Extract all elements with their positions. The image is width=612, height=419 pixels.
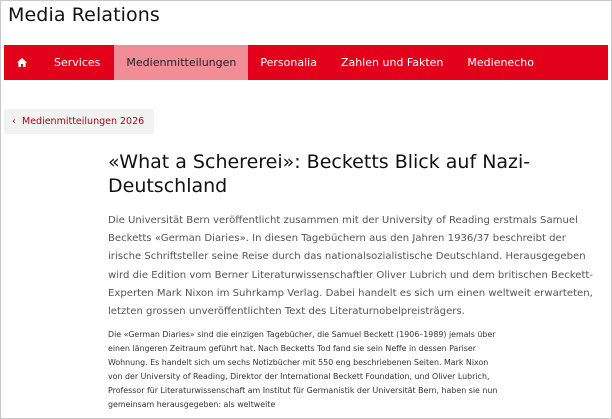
home-icon — [17, 58, 27, 67]
main-navigation — [4, 45, 608, 80]
nav-home[interactable] — [4, 45, 40, 80]
nav-item-personalia[interactable]: Personalia — [260, 56, 317, 69]
chevron-left-icon: ‹ — [12, 116, 16, 127]
nav-item-medienmitteilungen[interactable]: Medienmitteilungen — [114, 45, 248, 80]
nav-item-medienecho[interactable]: Medienecho — [467, 56, 534, 69]
nav-item-services[interactable]: Services — [54, 56, 101, 69]
article-lead: Die Universität Bern veröffentlicht zusammen mit der University of Reading erstmals Samuel Becketts «German Diaries». In diesen Tagebüchern aus den Jahren 1936/37 beschreibt der irische Schriftsteller seine Reise durch das nationalsozialistische Deutschland. Herausgegeben wird die Edition vom Berner Literaturwissenschaftler Oliver Lubrich und dem britischen Beckett-Experten Mark Nixon im Suhrkamp Verlag. Dabei handelt es sich um einen weltweit erwarteten, letzten grossen unveröffentlichten Text des Literaturnobelpreisträgers. — [108, 215, 593, 318]
site-title[interactable]: Media Relations — [8, 4, 160, 26]
nav-item-zahlen-und-fakten[interactable]: Zahlen und Fakten — [340, 56, 444, 69]
back-link-label: Medienmitteilungen 2026 — [22, 116, 145, 127]
article-title: «What a Schererei»: Becketts Blick auf Nazi-Deutschland — [108, 151, 531, 197]
article-body: Die «German Diaries» sind die einzigen Tagebücher, die Samuel Beckett (1906–1989) jemals über einen längeren Zeitraum geführt hat. Nach Becketts Tod fand sie sein Neffe in dessen Pariser Wohnung. Es handelt sich um sechs Notizbücher mit 550 eng beschriebenen Seiten. Mark Nixon von der University of Reading, Direktor der International Beckett Foundation, und Oliver Lubrich, Professor für Literaturwissenschaft am Institut für Germanistik der Universität Bern, haben sie nun gemeinsam herausgegeben: als weltweite — [108, 330, 498, 409]
back-to-medienmitteilungen-2026-button[interactable] — [4, 109, 154, 134]
